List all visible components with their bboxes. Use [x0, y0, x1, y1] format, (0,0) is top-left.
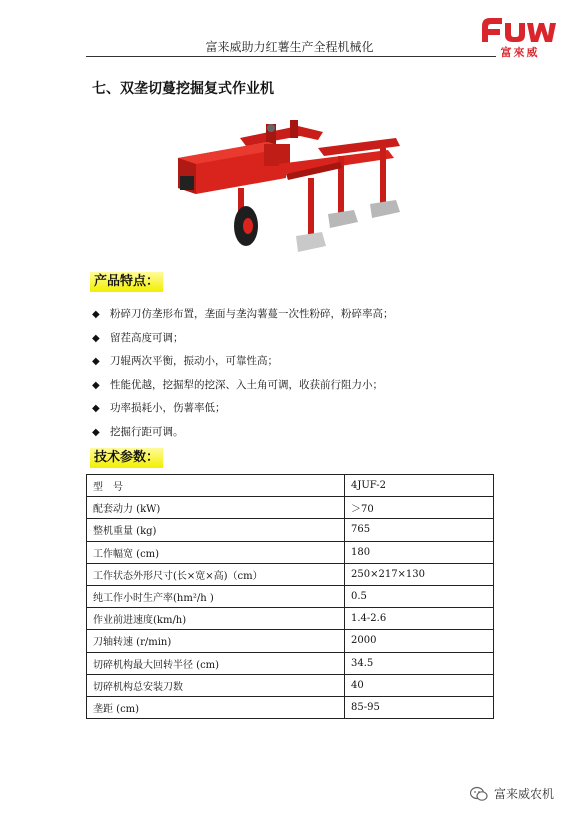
table-row: 工作幅宽 (cm) 180 — [87, 541, 494, 563]
wechat-account-watermark — [470, 785, 554, 802]
table-row: 纯工作小时生产率(hm²/h ) 0.5 — [87, 585, 494, 607]
table-row: 垄距 (cm) 85-95 — [87, 696, 494, 718]
diamond-bullet-icon: ◆ — [92, 332, 100, 344]
section-title: 七、双垄切蔓挖掘复式作业机 — [92, 81, 274, 97]
table-row: 作业前进速度(km/h) 1.4-2.6 — [87, 608, 494, 630]
table-row: 切碎机构总安装刀数 40 — [87, 674, 494, 696]
table-row: 整机重量 (kg) 765 — [87, 519, 494, 541]
table-row: 配套动力 (kW) ＞70 — [87, 497, 494, 519]
account-name: 富来威农机 — [494, 787, 555, 801]
table-row: 型 号 4JUF-2 — [87, 475, 494, 497]
diamond-bullet-icon: ◆ — [92, 379, 100, 391]
list-item: ◆ 挖掘行距可调。 — [92, 422, 394, 446]
features-heading: 产品特点： — [90, 272, 163, 292]
list-item: ◆ 刀辊两次平衡，振动小，可靠性高； — [92, 351, 394, 375]
feature-list — [92, 304, 394, 446]
specs-heading: 技术参数： — [90, 448, 163, 468]
diamond-bullet-icon: ◆ — [92, 356, 100, 368]
list-item: ◆ 功率损耗小，伤薯率低； — [92, 398, 394, 422]
table-row: 切碎机构最大回转半径 (cm) 34.5 — [87, 652, 494, 674]
list-item: ◆ 性能优越，挖掘犁的挖深、入土角可调，收获前行阻力小； — [92, 375, 394, 399]
diamond-bullet-icon: ◆ — [92, 403, 100, 415]
table-row: 刀轴转速 (r/min) 2000 — [87, 630, 494, 652]
machine-illustration — [168, 118, 418, 264]
logo-chinese-text: 富來威 — [500, 46, 540, 59]
header-divider — [86, 56, 496, 57]
diamond-bullet-icon: ◆ — [92, 426, 100, 438]
spec-table — [86, 474, 494, 719]
header-title: 富来威助力红薯生产全程机械化 — [205, 40, 374, 54]
diamond-bullet-icon: ◆ — [92, 309, 100, 320]
table-row: 工作状态外形尺寸(长×宽×高)（cm） 250×217×130 — [87, 563, 494, 585]
list-item: ◆ 粉碎刀仿垄形布置，垄面与垄沟薯蔓一次性粉碎，粉碎率高； — [92, 304, 394, 328]
list-item: ◆ 留茬高度可调； — [92, 328, 394, 352]
wechat-icon — [470, 786, 488, 802]
